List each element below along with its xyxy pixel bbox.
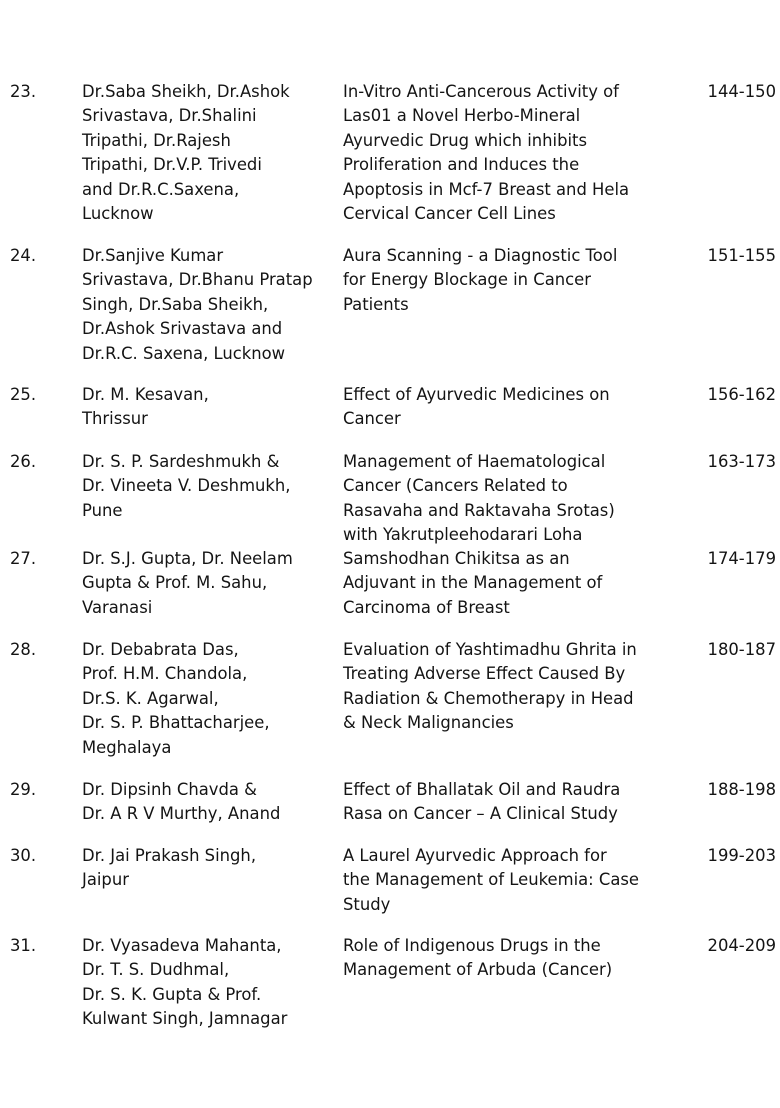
entry-authors	[82, 80, 334, 226]
entry-pages: 204-209	[707, 936, 776, 955]
author-line: Tripathi, Dr.V.P. Trivedi	[82, 155, 262, 175]
entry-title	[343, 80, 678, 226]
title-line: Patients	[343, 294, 409, 314]
author-line: Dr.R.C. Saxena, Lucknow	[82, 343, 286, 363]
author-line: Jaipur	[82, 870, 129, 890]
author-line: Singh, Dr.Saba Sheikh,	[82, 294, 269, 314]
title-line: Proliferation and Induces the	[343, 155, 580, 175]
author-line: Thrissur	[82, 409, 148, 429]
title-line: for Energy Blockage in Cancer	[343, 270, 591, 290]
title-line: A Laurel Ayurvedic Approach for	[343, 846, 607, 865]
author-line: Dr. S. P. Bhattacharjee,	[82, 713, 270, 733]
title-line: Role of Indigenous Drugs in the	[343, 936, 601, 955]
title-line: Las01 a Novel Herbo-Mineral	[343, 106, 581, 126]
entry-number: 25.	[10, 385, 37, 404]
entry-title	[343, 547, 678, 620]
entry-authors	[82, 934, 334, 1032]
author-line: Dr. S.J. Gupta, Dr. Neelam	[82, 549, 293, 568]
title-line: Management of Arbuda (Cancer)	[343, 960, 613, 980]
entry-number: 27.	[10, 549, 37, 568]
author-line: Dr. Jai Prakash Singh,	[82, 846, 257, 865]
entry-pages: 188-198	[707, 780, 776, 799]
author-line: Dr. M. Kesavan,	[82, 385, 209, 404]
title-line: In-Vitro Anti-Cancerous Activity of	[343, 82, 619, 101]
author-line: Prof. H.M. Chandola,	[82, 664, 248, 684]
title-line: Treating Adverse Effect Caused By	[343, 664, 626, 684]
title-line: Evaluation of Yashtimadhu Ghrita in	[343, 640, 637, 659]
title-line: Aura Scanning - a Diagnostic Tool	[343, 246, 618, 265]
title-line: Adjuvant in the Management of	[343, 573, 603, 593]
entry-pages: 144-150	[707, 82, 776, 101]
entry-number: 23.	[10, 82, 37, 101]
entry-number: 28.	[10, 640, 37, 659]
author-line: Lucknow	[82, 204, 154, 224]
entry-title	[343, 244, 678, 317]
entry-title	[343, 450, 678, 548]
title-line: Management of Haematological	[343, 452, 606, 471]
title-line: with Yakrutpleehodarari Loha	[343, 525, 583, 545]
entry-pages: 163-173	[707, 452, 776, 471]
title-line: Ayurvedic Drug which inhibits	[343, 130, 588, 150]
author-line: Kulwant Singh, Jamnagar	[82, 1009, 288, 1029]
author-line: Gupta & Prof. M. Sahu,	[82, 573, 268, 593]
author-line: Meghalaya	[82, 737, 172, 757]
title-line: Study	[343, 894, 391, 914]
entry-title	[343, 844, 678, 917]
author-line: Dr.Sanjive Kumar	[82, 246, 224, 265]
title-line: the Management of Leukemia: Case	[343, 870, 640, 890]
author-line: Dr. Vineeta V. Deshmukh,	[82, 476, 291, 496]
author-line: Dr. A R V Murthy, Anand	[82, 804, 281, 824]
author-line: Tripathi, Dr.Rajesh	[82, 130, 231, 150]
title-line: Effect of Ayurvedic Medicines on	[343, 385, 610, 404]
title-line: Rasa on Cancer – A Clinical Study	[343, 804, 618, 824]
title-line: Carcinoma of Breast	[343, 597, 510, 617]
author-line: Dr. S. P. Sardeshmukh &	[82, 452, 280, 471]
entry-pages: 199-203	[707, 846, 776, 865]
author-line: Dr.S. K. Agarwal,	[82, 688, 219, 708]
title-line: Radiation & Chemotherapy in Head	[343, 688, 634, 708]
author-line: Dr. Vyasadeva Mahanta,	[82, 936, 282, 955]
title-line: Cervical Cancer Cell Lines	[343, 204, 556, 224]
entry-title	[343, 638, 678, 736]
entry-authors	[82, 638, 334, 760]
entry-number: 26.	[10, 452, 37, 471]
author-line: Pune	[82, 500, 123, 520]
title-line: Effect of Bhallatak Oil and Raudra	[343, 780, 621, 799]
entry-title	[343, 383, 678, 432]
title-line: & Neck Malignancies	[343, 713, 514, 733]
entry-authors	[82, 547, 334, 620]
author-line: Dr. Debabrata Das,	[82, 640, 239, 659]
entry-number: 24.	[10, 246, 37, 265]
entry-pages: 151-155	[707, 246, 776, 265]
title-line: Samshodhan Chikitsa as an	[343, 549, 570, 568]
entry-authors	[82, 450, 334, 523]
entry-authors	[82, 844, 334, 893]
title-line: Rasavaha and Raktavaha Srotas)	[343, 500, 615, 520]
title-line: Cancer (Cancers Related to	[343, 476, 568, 496]
entry-title	[343, 778, 678, 827]
entry-authors	[82, 244, 334, 366]
entry-pages: 180-187	[707, 640, 776, 659]
entry-number: 29.	[10, 780, 37, 799]
author-line: and Dr.R.C.Saxena,	[82, 179, 240, 199]
author-line: Dr.Saba Sheikh, Dr.Ashok	[82, 82, 290, 101]
author-line: Dr. T. S. Dudhmal,	[82, 960, 230, 980]
entry-authors	[82, 778, 334, 827]
entry-pages: 174-179	[707, 549, 776, 568]
entry-authors	[82, 383, 334, 432]
author-line: Dr. Dipsinh Chavda &	[82, 780, 257, 799]
author-line: Dr.Ashok Srivastava and	[82, 319, 283, 339]
title-line: Cancer	[343, 409, 401, 429]
author-line: Dr. S. K. Gupta & Prof.	[82, 984, 262, 1004]
entry-title	[343, 934, 678, 983]
entry-pages: 156-162	[707, 385, 776, 404]
author-line: Varanasi	[82, 597, 153, 617]
author-line: Srivastava, Dr.Bhanu Pratap	[82, 270, 313, 290]
entry-number: 30.	[10, 846, 37, 865]
author-line: Srivastava, Dr.Shalini	[82, 106, 257, 126]
title-line: Apoptosis in Mcf-7 Breast and Hela	[343, 179, 630, 199]
entry-number: 31.	[10, 936, 37, 955]
